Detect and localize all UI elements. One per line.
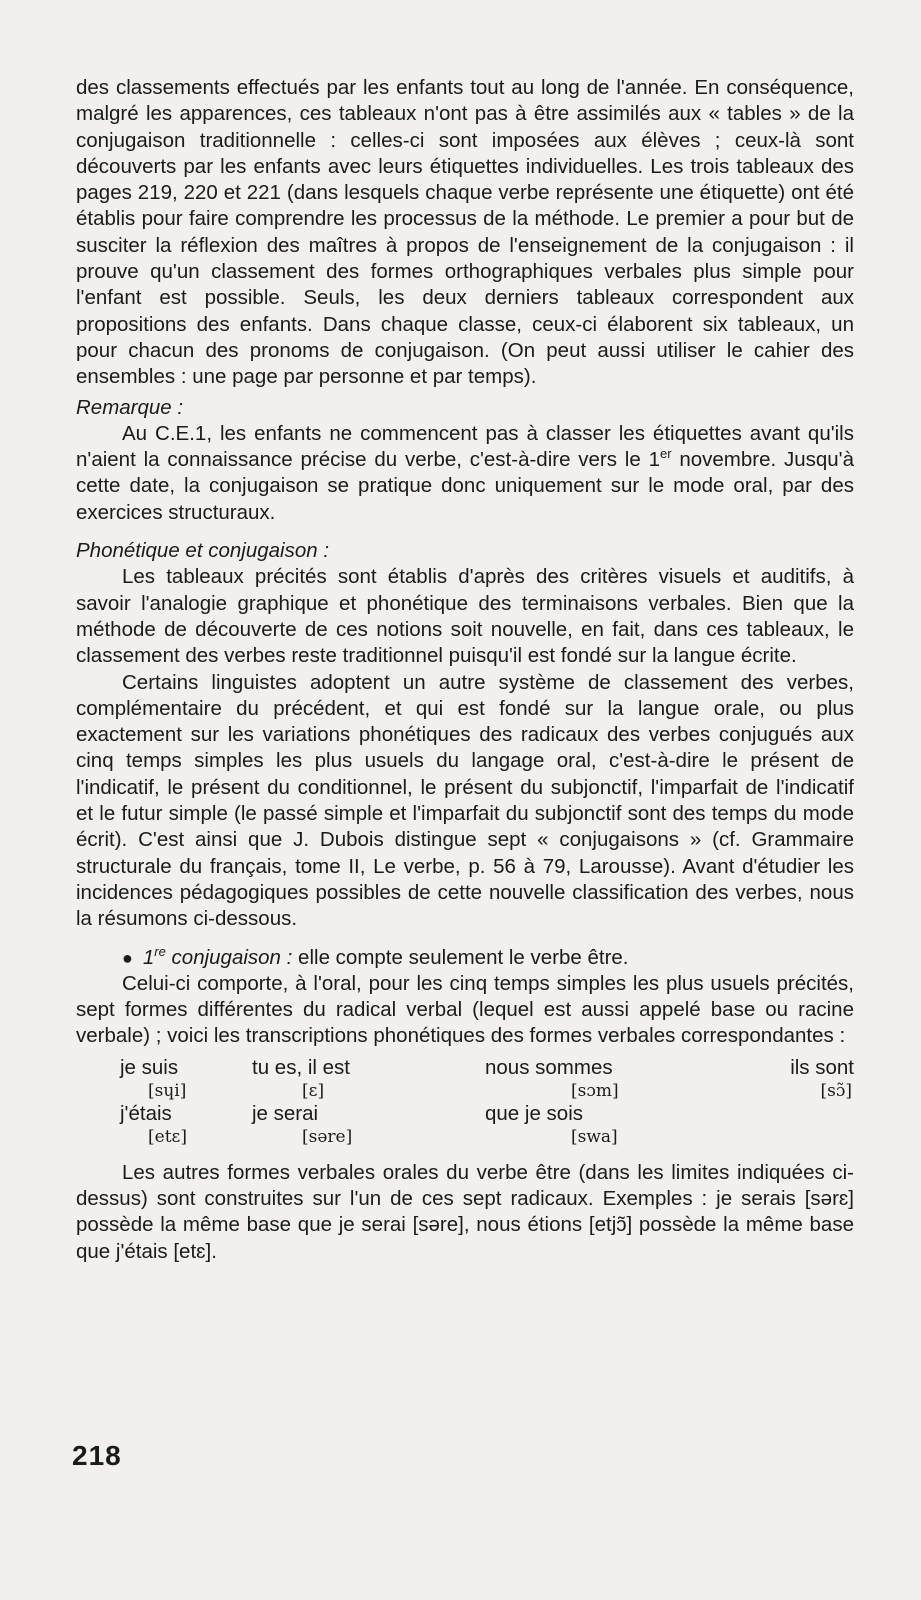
verb-form: j'étais [etɛ] — [120, 1101, 187, 1147]
paragraph: Les autres formes verbales orales du verbe être (dans les limites indiquées ci-dessus) sont construites sur l'un de ces sept radicaux. Exemples : je serais [sərɛ] possède la même base que je serai [səre], nous étions [etjɔ̃] possède la même base que j'étais [etɛ]. — [76, 1160, 854, 1263]
verb-form: ils sont [sɔ̃] — [790, 1055, 854, 1101]
verb-form: que je sois [swa] — [485, 1101, 618, 1147]
paragraph: des classements effectués par les enfants tout au long de l'année. En conséquence, malgré les apparences, ces tableaux n'ont pas à être assimilés aux « tables » de la conjugaison traditionnelle : celles-ci sont imposées aux élèves ; ceux-là sont découverts par les enfants avec leurs étiquettes individuelles. Les trois tableaux des pages 219, 220 et 221 (dans lesquels chaque verbe représente une étiquette) ont été établis pour faire comprendre les processus de la méthode. Le premier a pour but de susciter la réflexion des maîtres à propos de l'enseignement de la conjugaison : il prouve qu'un classement des formes orthographiques verbales plus simple pour l'enfant est possible. Seuls, les deux derniers tableaux correspondent aux propositions des enfants. Dans chaque classe, ceux-ci élaborent six tableaux, un pour chacun des pronoms de conjugaison. (On peut aussi utiliser le cahier des ensembles : une page par personne et par temps). — [76, 76, 854, 389]
verb-form: nous sommes [sɔm] — [485, 1055, 619, 1101]
page-number: 218 — [72, 1440, 122, 1471]
section-heading-phonetique: Phonétique et conjugaison : — [76, 539, 330, 563]
paragraph: Certains linguistes adoptent un autre système de classement des verbes, complémentaire du précédent, et qui est fondé sur la langue orale, ou plus exactement sur les variations phonétiques des radicaux des verbes conjugués aux cinq temps simples les plus usuels du langage oral, c'est-à-dire le présent de l'indicatif, le présent du conditionnel, le présent du subjonctif, l'imparfait de l'indicatif et le futur simple (le passé simple et l'imparfait du subjonctif sont des temps du mode écrit). C'est ainsi que J. Dubois distingue sept « conjugaisons » (cf. Grammaire structurale du français, tome II, Le verbe, p. 56 à 79, Larousse). Avant d'étudier les incidences pédagogiques possibles de cette nouvelle classification des verbes, nous la résumons ci-dessous. — [76, 670, 854, 931]
body-text — [76, 75, 854, 1265]
verb-form: tu es, il est [ɛ] — [252, 1055, 350, 1101]
text-run: 1 — [648, 448, 660, 472]
verb-forms-table — [76, 1056, 854, 1148]
text-run: elle compte seulement le verbe être. — [292, 945, 629, 969]
bullet-icon: ● — [122, 947, 133, 968]
paragraph: Les tableaux précités sont établis d'après des critères visuels et auditifs, à savoir l'analogie graphique et phonétique des terminaisons verbales. Bien que la méthode de découverte de ces notions soit nouvelle, en fait, dans ces tableaux, le classement des verbes reste traditionnel puisqu'il est fondé sur la langue écrite. — [76, 565, 854, 668]
conjugation-label: 1re conjugaison : — [142, 943, 293, 969]
verb-form: je serai [səre] — [252, 1101, 353, 1147]
paragraph — [76, 421, 854, 526]
text-run: novembre. Jusqu'à cette date, la conjugaison se pratique donc uniquement sur le mode oral, par des exercices structuraux. — [76, 448, 854, 524]
bullet-paragraph — [76, 945, 854, 971]
text-run: Au C.E.1, les enfants ne commencent pas à classer les étiquettes avant qu'ils n'aient la connaissance précise du verbe, c'est-à-dire vers le — [76, 421, 854, 472]
section-heading-remarque: Remarque : — [76, 395, 184, 419]
superscript: er — [659, 446, 672, 462]
paragraph: Celui-ci comporte, à l'oral, pour les cinq temps simples les plus usuels précités, sept formes différentes du radical verbal (lequel est aussi appelé base ou racine verbale) ; voici les transcriptions phonétiques des formes verbales correspondantes : — [76, 971, 854, 1048]
verb-form: je suis [sɥi] — [120, 1055, 187, 1101]
superscript: re — [154, 943, 166, 959]
verb-form-empty — [726, 1102, 854, 1148]
